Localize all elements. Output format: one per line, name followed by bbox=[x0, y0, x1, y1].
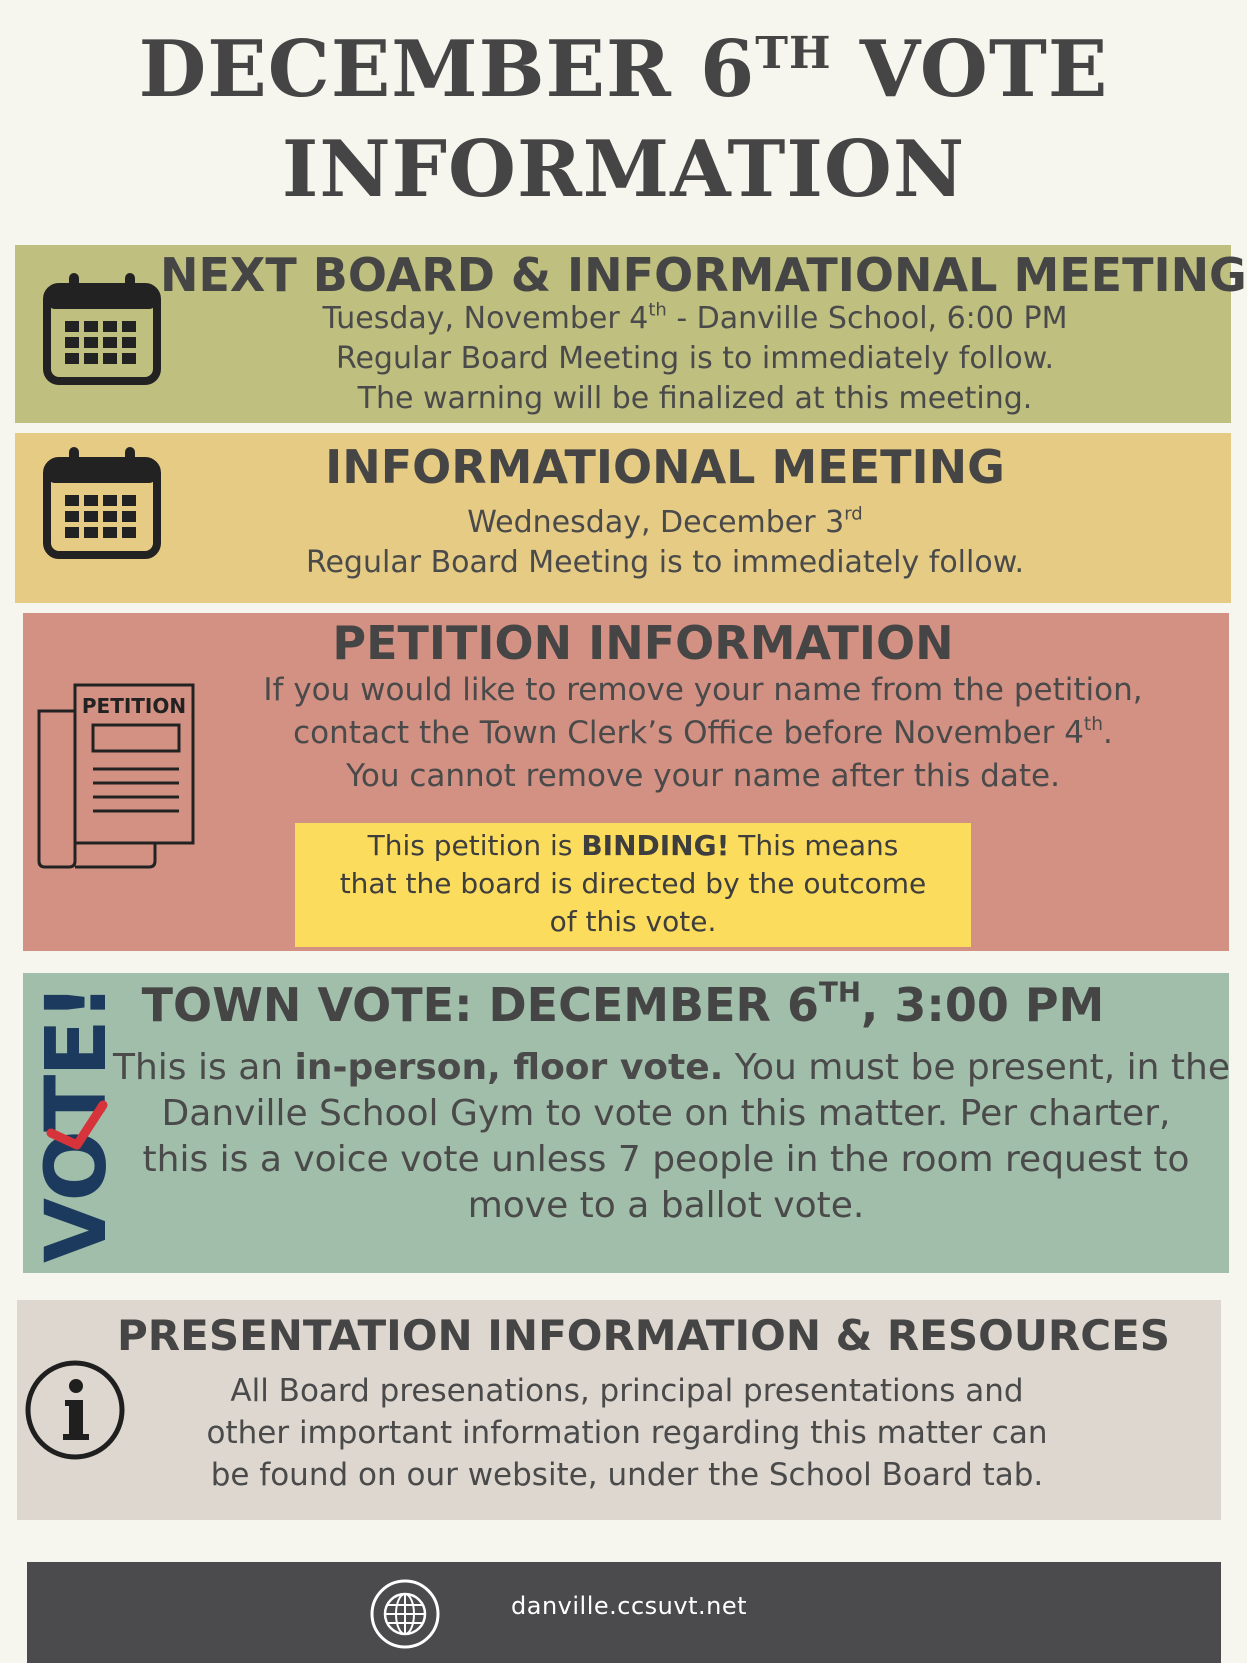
informational-meeting-details bbox=[165, 503, 1165, 583]
petition-line-2: contact the Town Clerk’s Office before November 4th. bbox=[293, 713, 1113, 751]
globe-icon bbox=[369, 1578, 441, 1650]
title-superscript: TH bbox=[755, 28, 832, 79]
resources-line-3: be found on our website, under the School Board tab. bbox=[210, 1457, 1044, 1493]
next-meeting-date: Tuesday, November 4th - Danville School, 6:00 PM bbox=[322, 299, 1068, 336]
town-vote-line-2: Danville School Gym to vote on this matter. Per charter, bbox=[161, 1093, 1171, 1134]
next-meeting-heading: NEXT BOARD & INFORMATIONAL MEETING bbox=[160, 248, 1247, 302]
next-meeting-details bbox=[165, 299, 1225, 419]
informational-meeting-note: Regular Board Meeting is to immediately follow. bbox=[305, 545, 1025, 580]
town-vote-line-3: this is a voice vote unless 7 people in the room request to bbox=[142, 1139, 1190, 1180]
petition-line-3: You cannot remove your name after this date. bbox=[346, 758, 1060, 794]
next-meeting-section bbox=[15, 245, 1247, 423]
resources-heading: PRESENTATION INFORMATION & RESOURCES bbox=[117, 1311, 1171, 1360]
binding-callout bbox=[295, 823, 971, 947]
resources-section bbox=[17, 1300, 1221, 1520]
calendar-icon bbox=[43, 447, 161, 559]
title-line-1: DECEMBER 6TH VOTE bbox=[138, 24, 1109, 115]
resources-line-2: other important information regarding this matter can bbox=[206, 1415, 1048, 1451]
town-vote-section bbox=[23, 973, 1229, 1273]
town-vote-details bbox=[113, 1045, 1230, 1229]
resources-line-1: All Board presenations, principal presentations and bbox=[230, 1373, 1024, 1409]
title-line-2: INFORMATION bbox=[281, 124, 966, 215]
footer-bar bbox=[27, 1562, 1221, 1663]
town-vote-line-4: move to a ballot vote. bbox=[467, 1185, 865, 1226]
informational-meeting-heading: INFORMATIONAL MEETING bbox=[325, 440, 1005, 494]
town-vote-line-1: This is an in-person, floor vote. You must be present, in the bbox=[113, 1047, 1230, 1088]
petition-document-icon bbox=[37, 683, 197, 869]
binding-line-3: of this vote. bbox=[549, 905, 717, 938]
informational-meeting-date: Wednesday, December 3rd bbox=[467, 503, 863, 540]
next-meeting-note: Regular Board Meeting is to immediately follow. bbox=[335, 341, 1055, 376]
page-title bbox=[0, 20, 1247, 220]
binding-line-2: that the board is directed by the outcome bbox=[339, 867, 927, 900]
petition-icon-label: PETITION bbox=[81, 694, 187, 718]
informational-meeting-section bbox=[15, 433, 1231, 603]
next-meeting-warning-note: The warning will be finalized at this meeting. bbox=[357, 381, 1033, 416]
calendar-icon bbox=[43, 273, 161, 385]
petition-heading: PETITION INFORMATION bbox=[332, 616, 954, 670]
resources-details bbox=[127, 1370, 1127, 1496]
petition-line-1: If you would like to remove your name from the petition, bbox=[263, 672, 1143, 708]
petition-section bbox=[23, 613, 1229, 951]
website-link[interactable]: danville.ccsuvt.net bbox=[511, 1592, 747, 1620]
petition-details bbox=[203, 669, 1203, 798]
svg-text:VOTE!: VOTE! bbox=[27, 985, 125, 1263]
town-vote-heading: TOWN VOTE: DECEMBER 6TH, 3:00 PM bbox=[141, 975, 1105, 1032]
vote-logo bbox=[27, 979, 125, 1269]
info-icon bbox=[23, 1358, 127, 1462]
binding-line-1: This petition is BINDING! This means bbox=[367, 829, 899, 862]
